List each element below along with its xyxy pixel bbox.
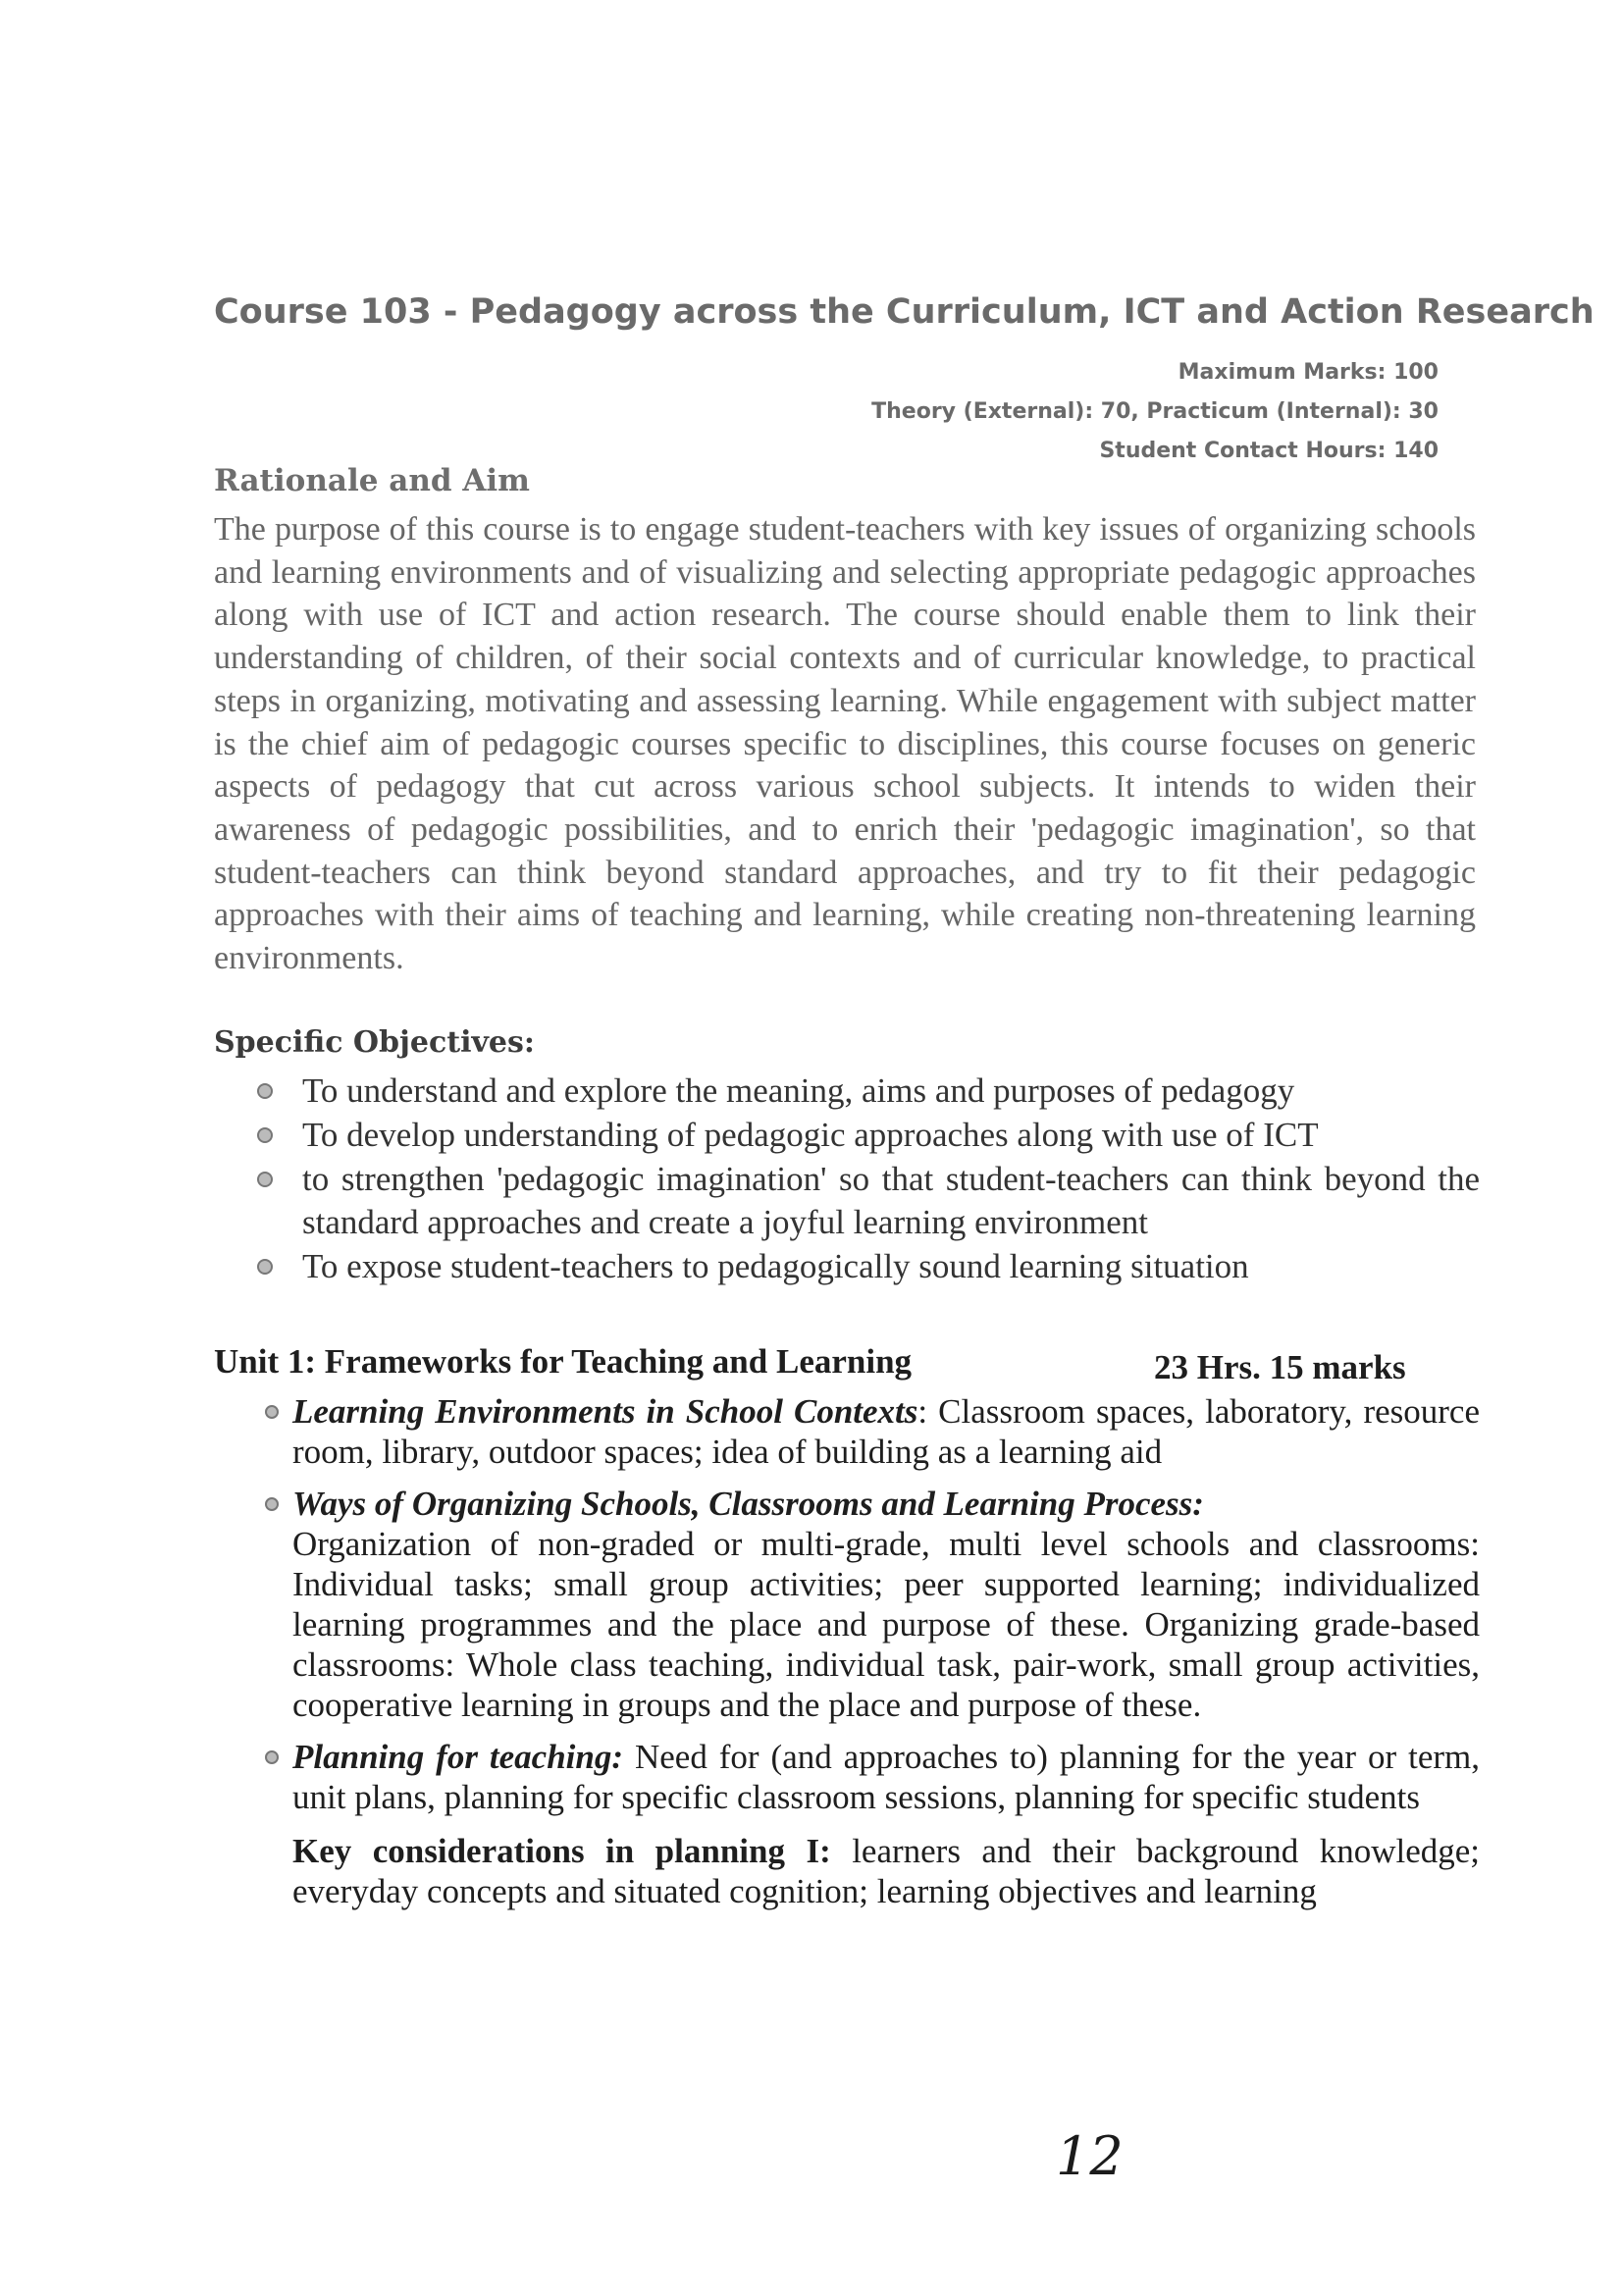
- topic-paragraph: [292, 1391, 1480, 1472]
- key-considerations-lead: Key considerations in planning I:: [292, 1832, 831, 1870]
- contact-hours: Student Contact Hours: 140: [1099, 439, 1439, 463]
- list-item: [267, 1484, 1480, 1725]
- topic-text: Need for (and approaches to) planning for the year or term, unit plans, planning for specific classroom sessions, planning for specific students: [292, 1738, 1480, 1816]
- bullet-icon: [257, 1083, 273, 1099]
- objective-text: To expose student-teachers to pedagogically sound learning situation: [302, 1247, 1249, 1285]
- bullet-icon: [257, 1172, 273, 1187]
- topic-text: Organization of non-graded or multi-grade, multi level schools and classrooms: Individual tasks; small group activities; peer supported learning; individualized learning programmes and the place and purpose of these. Organizing grade-based classrooms: Whole class teaching, individual task, pair-work, small group activities, cooperative learning in groups and the place and purpose of these.: [292, 1525, 1480, 1724]
- topic-lead: Ways of Organizing Schools, Classrooms and Learning Process:: [292, 1485, 1204, 1523]
- topic-text: : Classroom spaces, laboratory, resource room, library, outdoor spaces; idea of building as a learning aid: [292, 1392, 1480, 1471]
- list-item: [253, 1158, 1480, 1244]
- theory-practicum-marks: Theory (External): 70, Practicum (Internal): 30: [871, 399, 1439, 424]
- course-title: Course 103 - Pedagogy across the Curriculum, ICT and Action Research: [214, 292, 1595, 332]
- objective-text: To develop understanding of pedagogic approaches along with use of ICT: [302, 1116, 1319, 1154]
- rationale-heading: Rationale and Aim: [214, 463, 530, 498]
- maximum-marks: Maximum Marks: 100: [1178, 360, 1439, 385]
- objectives-list: [253, 1070, 1480, 1289]
- unit-topics-list: [267, 1391, 1480, 1923]
- topic-paragraph: [292, 1737, 1480, 1817]
- list-item: [253, 1114, 1480, 1157]
- bullet-icon: [265, 1405, 279, 1419]
- list-item: [253, 1245, 1480, 1288]
- list-item: [267, 1737, 1480, 1911]
- bullet-icon: [265, 1497, 279, 1511]
- topic-lead: Learning Environments in School Contexts: [292, 1392, 918, 1431]
- unit-title: Unit 1: Frameworks for Teaching and Learning: [214, 1342, 913, 1381]
- page-number: 12: [1056, 2125, 1124, 2187]
- list-item: [253, 1070, 1480, 1113]
- objectives-heading: Specific Objectives:: [214, 1025, 535, 1060]
- unit-heading: [214, 1342, 1431, 1386]
- list-item: [267, 1391, 1480, 1472]
- topic-lead: Planning for teaching:: [292, 1738, 624, 1776]
- unit-hours-marks: 23 Hrs. 15 marks: [1154, 1348, 1406, 1386]
- objective-text: to strengthen 'pedagogic imagination' so that student-teachers can think beyond the standard approaches and create a joyful learning environment: [302, 1160, 1480, 1241]
- bullet-icon: [257, 1259, 273, 1275]
- key-considerations-paragraph: [292, 1831, 1480, 1911]
- key-considerations-text: learners and their background knowledge; everyday concepts and situated cognition; learning objectives and learning: [292, 1832, 1480, 1910]
- rationale-paragraph: The purpose of this course is to engage student-teachers with key issues of organizing schools and learning environments and of visualizing and selecting appropriate pedagogic approaches along with use of ICT and action research. The course should enable them to link their understanding of children, of their social contexts and of curricular knowledge, to practical steps in organizing, motivating and assessing learning. While engagement with subject matter is the chief aim of pedagogic courses specific to disciplines, this course focuses on generic aspects of pedagogy that cut across various school subjects. It intends to widen their awareness of pedagogic possibilities, and to enrich their 'pedagogic imagination', so that student-teachers can think beyond standard approaches, and try to fit their pedagogic approaches with their aims of teaching and learning, while creating non-threatening learning environments.: [214, 511, 1476, 977]
- marks-block: [555, 353, 1439, 471]
- bullet-icon: [265, 1750, 279, 1764]
- objective-text: To understand and explore the meaning, aims and purposes of pedagogy: [302, 1071, 1295, 1110]
- bullet-icon: [257, 1127, 273, 1143]
